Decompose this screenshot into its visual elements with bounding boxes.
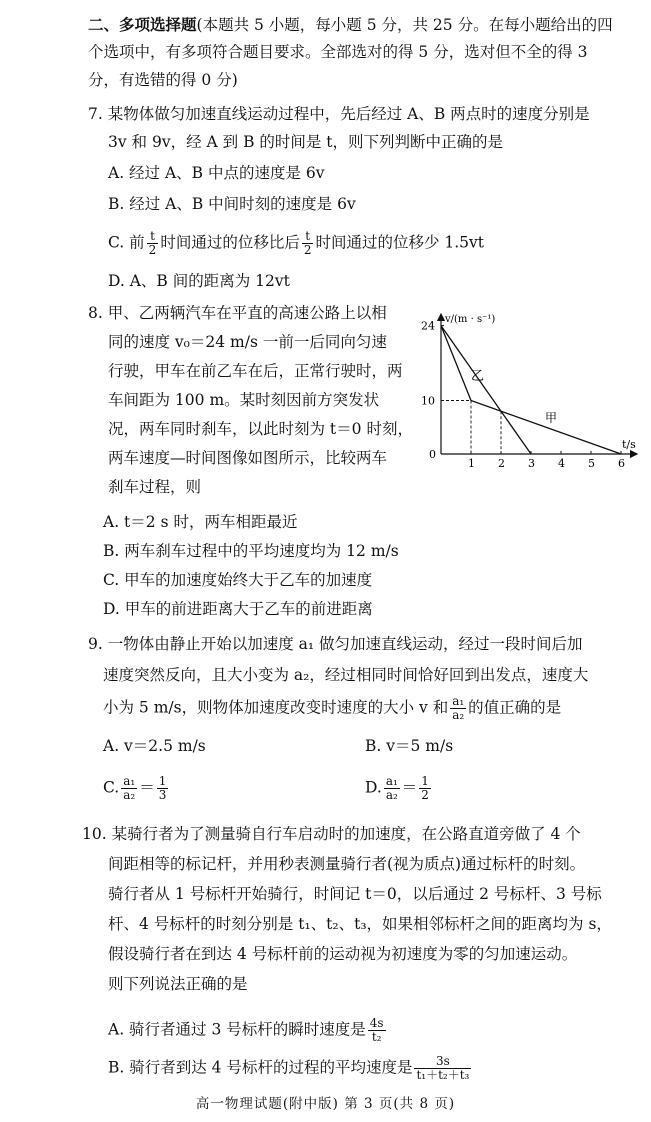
x-tick-label: 6 [618, 457, 625, 470]
q7-stem-line-2: 3v 和 9v，经 A 到 B 的时间是 t，则下列判断中正确的是 [108, 133, 504, 151]
frac-num: 3s [414, 1055, 471, 1069]
q10-stem-line-1: 10. 某骑行者为了测量骑自行车启动时的加速度，在公路直道旁做了 4 个 [82, 825, 581, 843]
q10-stem-line-6: 则下列说法正确的是 [108, 975, 248, 993]
q9-line3-prefix: 小为 5 m/s，则物体加速度改变时速度的大小 v 和 [103, 698, 449, 717]
frac-num: 4s [369, 1016, 384, 1030]
velocity-time-graph [415, 308, 645, 480]
frac-den: a₂ [452, 708, 465, 722]
q8-stem-line-3: 行驶，甲车在前乙车在后，正常行驶时，两 [108, 362, 403, 380]
origin-label: 0 [429, 448, 436, 461]
section-header [88, 14, 613, 36]
frac-den: 2 [303, 243, 312, 257]
x-tick-label: 4 [558, 457, 565, 470]
section-line-2: 个选项中，有多项符合题目要求。全部选对的得 5 分，选对但不全的得 3 [88, 43, 588, 61]
q9-c-equals: ＝ [139, 778, 155, 797]
q10-a-text: A. 骑行者通过 3 号标杆的瞬时速度是 [108, 1020, 366, 1039]
q9-option-d [365, 775, 433, 802]
series-line-jia [441, 326, 621, 454]
frac-num: t [147, 230, 159, 244]
q8-option-d: D. 甲车的前进距离大于乙车的前进距离 [103, 600, 373, 618]
x-tick-label: 3 [528, 457, 535, 470]
q10-b-fraction [414, 1055, 471, 1082]
q10-a-fraction [368, 1017, 386, 1044]
q10-stem-line-5: 假设骑行者在到达 4 号标杆前的运动视为初速度为零的匀加速运动。 [108, 945, 578, 963]
q9-c-ratio [121, 775, 137, 802]
frac-den: t₁＋t₂＋t₃ [416, 1068, 470, 1082]
q10-b-text: B. 骑行者到达 4 号标杆的过程的平均速度是 [108, 1058, 413, 1077]
q9-c-value [157, 775, 169, 802]
q8-stem-line-4: 车间距为 100 m。某时刻因前方突发状 [108, 391, 380, 409]
q8-stem-line-1: 8. 甲、乙两辆汽车在平直的高速公路上以相 [88, 304, 387, 322]
q10-stem-line-4: 杆、4 号标杆的时刻分别是 t₁、t₂、t₃，如果相邻标杆之间的距离均为 s， [108, 915, 612, 933]
q9-stem-line-2: 速度突然反向，且大小变为 a₂，经过相同时间恰好回到出发点，速度大 [103, 666, 589, 684]
q7-c-middle: 时间通过的位移比后 [160, 233, 300, 252]
frac-num: a₁ [452, 694, 465, 708]
q8-stem-line-5: 况，两车同时刹车，以此时刻为 t＝0 时刻， [108, 420, 413, 438]
y-axis-label: v/(m · s⁻¹) [445, 314, 496, 325]
q9-ratio-fraction [450, 695, 466, 722]
q7-option-c [108, 230, 484, 257]
q9-stem-line-3 [103, 695, 561, 722]
q10-stem-line-2: 间距相等的标记杆，并用秒表测量骑行者(视为质点)通过标杆的时刻。 [108, 855, 586, 873]
section-line-3: 分，有选错的得 0 分) [88, 71, 238, 89]
series-line-yi [441, 326, 531, 454]
series-label-jia: 甲 [545, 411, 558, 425]
frac-den: t₂ [371, 1030, 382, 1044]
q7-option-b: B. 经过 A、B 中间时刻的速度是 6v [108, 195, 356, 213]
q9-c-label: C. [103, 778, 120, 797]
q7-option-d: D. A、B 间的距离为 12vt [108, 272, 290, 290]
y-tick-label: 10 [421, 394, 435, 408]
graph-data-layer [421, 320, 625, 470]
q9-line3-suffix: 的值正确的是 [468, 698, 562, 717]
frac-den: 2 [148, 243, 157, 257]
frac-den: a₂ [123, 788, 136, 802]
q9-d-ratio [384, 775, 400, 802]
q10-option-a [108, 1017, 388, 1044]
x-tick-label: 1 [468, 457, 475, 470]
frac-num: t [302, 230, 314, 244]
frac-den: 2 [421, 788, 429, 802]
q8-stem-line-6: 两车速度—时间图像如图所示，比较两车 [108, 449, 388, 467]
frac-num: a₁ [385, 774, 398, 788]
q9-stem-line-1: 9. 一物体由静止开始以加速度 a₁ 做匀加速直线运动，经过一段时间后加 [88, 635, 583, 653]
q7-c-fraction-2 [302, 230, 314, 257]
q8-stem-line-2: 同的速度 v₀＝24 m/s 一前一后同向匀速 [108, 333, 387, 351]
q9-d-equals: ＝ [401, 778, 418, 797]
q8-option-a: A. t＝2 s 时，两车相距最近 [103, 513, 298, 531]
q7-c-prefix: C. 前 [108, 233, 145, 252]
x-tick-label: 5 [588, 457, 595, 470]
section-title: 二、多项选择题 [88, 15, 197, 34]
q9-option-a: A. v＝2.5 m/s [103, 737, 206, 755]
q9-d-value [419, 775, 431, 802]
series-label-yi: 乙 [471, 369, 485, 384]
q8-option-c: C. 甲车的加速度始终大于乙车的加速度 [103, 571, 373, 589]
q9-option-b: B. v＝5 m/s [365, 737, 454, 755]
q8-stem-line-7: 刹车过程，则 [108, 478, 202, 496]
frac-den: a₂ [385, 788, 398, 802]
x-tick-label: 2 [498, 457, 505, 470]
frac-num: 1 [158, 774, 167, 788]
q7-c-fraction-1 [147, 230, 159, 257]
q8-option-b: B. 两车刹车过程中的平均速度均为 12 m/s [103, 542, 399, 560]
q9-d-label: D. [365, 778, 382, 797]
q7-option-a: A. 经过 A、B 中点的速度是 6v [108, 164, 325, 182]
page-footer: 高一物理试题(附中版) 第 3 页(共 8 页) [195, 1096, 456, 1112]
q7-c-suffix: 时间通过的位移少 1.5vt [315, 233, 485, 252]
q7-stem-line-1: 7. 某物体做匀加速直线运动过程中，先后经过 A、B 两点时的速度分别是 [88, 105, 590, 123]
y-tick-label: 24 [421, 319, 435, 333]
frac-den: 3 [158, 788, 167, 802]
frac-num: 1 [421, 774, 429, 788]
q9-option-c [103, 775, 170, 802]
section-instructions: (本题共 5 小题，每小题 5 分，共 25 分。在每小题给出的四 [196, 16, 613, 34]
frac-num: a₁ [123, 774, 136, 788]
x-axis-label: t/s [622, 438, 636, 451]
q10-stem-line-3: 骑行者从 1 号标杆开始骑行，时间记 t＝0，以后通过 2 号标杆、3 号标 [108, 885, 602, 903]
q10-option-b [108, 1055, 473, 1082]
